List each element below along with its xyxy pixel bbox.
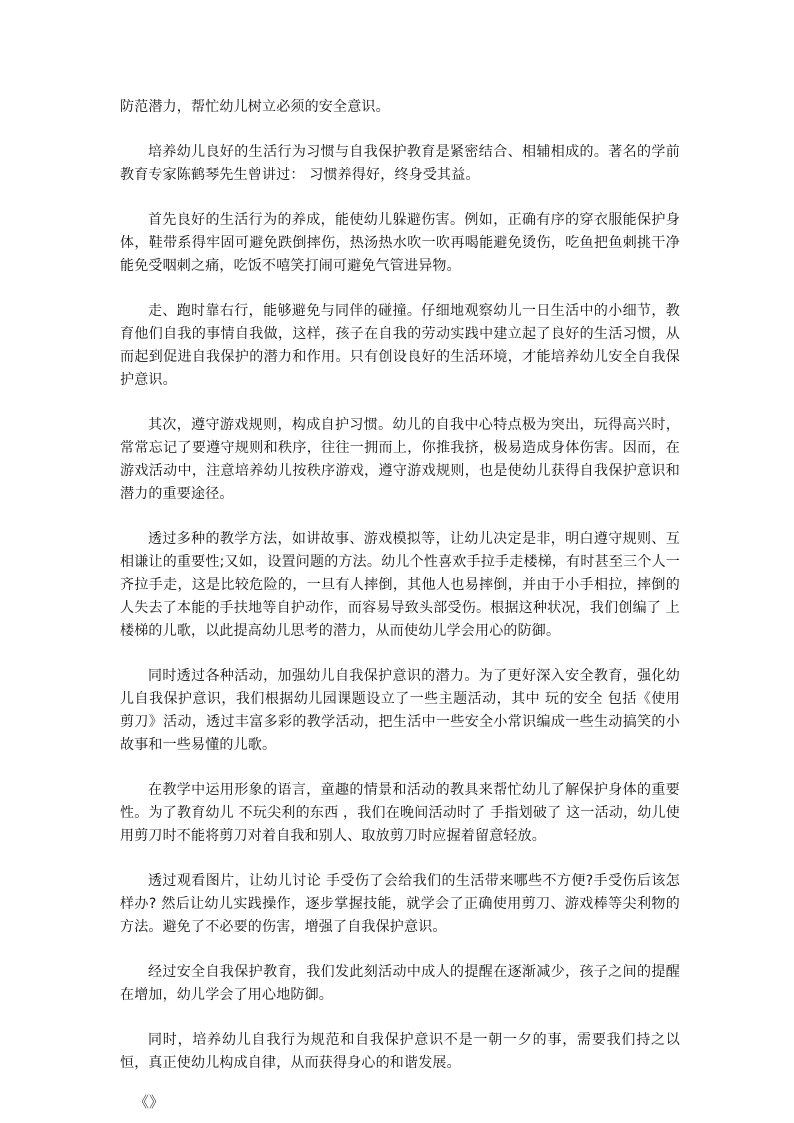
paragraph-4: 走、跑时靠右行，能够避免与同伴的碰撞。仔细地观察幼儿一日生活中的小细节，教育他们自我的事情自我做，这样，孩子在自我的劳动实践中建立起了良好的生活习惯，从而起到促进自我保护的潜力和作用。只有创设良好的生活环境，才能培养幼儿安全自我保护意识。 <box>120 303 680 388</box>
paragraph-5: 其次，遵守游戏规则，构成自护习惯。幼儿的自我中心特点极为突出，玩得高兴时，常常忘记了要遵守规则和秩序，往往一拥而上，你推我挤，极易造成身体伤害。因而，在游戏活动中，注意培养幼儿按秩序游戏，遵守游戏规则，也是使幼儿获得自我保护意识和潜力的重要途径。 <box>120 417 680 502</box>
paragraph-7: 同时透过各种活动，加强幼儿自我保护意识的潜力。为了更好深入安全教育，强化幼儿自我保护意识，我们根据幼儿园课题设立了一些主题活动，其中 玩的安全 包括《使用剪刀》活动，透过丰富多彩的教学活动，把生活中一些安全小常识编成一些生动搞笑的小故事和一些易懂的儿歌。 <box>120 668 680 753</box>
document-page <box>120 96 680 1113</box>
paragraph-6: 透过多种的教学方法，如讲故事、游戏模拟等，让幼儿决定是非，明白遵守规则、互相谦让的重要性;又如，设置问题的方法。幼儿个性喜欢手拉手走楼梯，有时甚至三个人一齐拉手走，这是比较危险的，一旦有人摔倒，其他人也易摔倒，并由于小手相拉，摔倒的人失去了本能的手扶地等自护动作，而容易导致头部受伤。根据这种状况，我们创编了 上楼梯的儿歌，以此提高幼儿思考的潜力，从而使幼儿学会用心的防御。 <box>120 531 680 639</box>
paragraph-8: 在教学中运用形象的语言，童趣的情景和活动的教具来帮忙幼儿了解保护身体的重要性。为了教育幼儿 不玩尖利的东西 ，我们在晚间活动时了 手指划破了 这一活动，幼儿使用剪刀时不能将剪刀对着自我和别人、取放剪刀时应握着留意轻放。 <box>120 782 680 844</box>
paragraph-3: 首先良好的生活行为的养成，能使幼儿躲避伤害。例如，正确有序的穿衣服能保护身体，鞋带系得牢固可避免跌倒摔伤，热汤热水吹一吹再喝能避免烫伤，吃鱼把鱼刺挑干净能免受咽刺之痛，吃饭不嘻笑打闹可避免气管进异物。 <box>120 212 680 274</box>
paragraph-2: 培养幼儿良好的生活行为习惯与自我保护教育是紧密结合、相辅相成的。著名的学前教育专家陈鹤琴先生曾讲过： 习惯养得好，终身受其益。 <box>120 144 680 183</box>
paragraph-1: 防范潜力，帮忙幼儿树立必须的安全意识。 <box>120 99 390 115</box>
paragraph-11: 同时，培养幼儿自我行为规范和自我保护意识不是一朝一夕的事，需要我们持之以恒，真正使幼儿构成自律，从而获得身心的和谐发展。 <box>120 1032 680 1071</box>
paragraph-9: 透过观看图片，让幼儿讨论 手受伤了会给我们的生活带来哪些不方便?手受伤后该怎样办? 然后让幼儿实践操作，逐步掌握技能，就学会了正确使用剪刀、游戏棒等尖利物的方法。避免了不必要的伤害，增强了自我保护意识。 <box>120 873 680 935</box>
paragraph-10: 经过安全自我保护教育，我们发此刻活动中成人的提醒在逐渐减少，孩子之间的提醒在增加，幼儿学会了用心地防御。 <box>120 964 680 1003</box>
tail-mark: 《》 <box>134 1093 165 1111</box>
